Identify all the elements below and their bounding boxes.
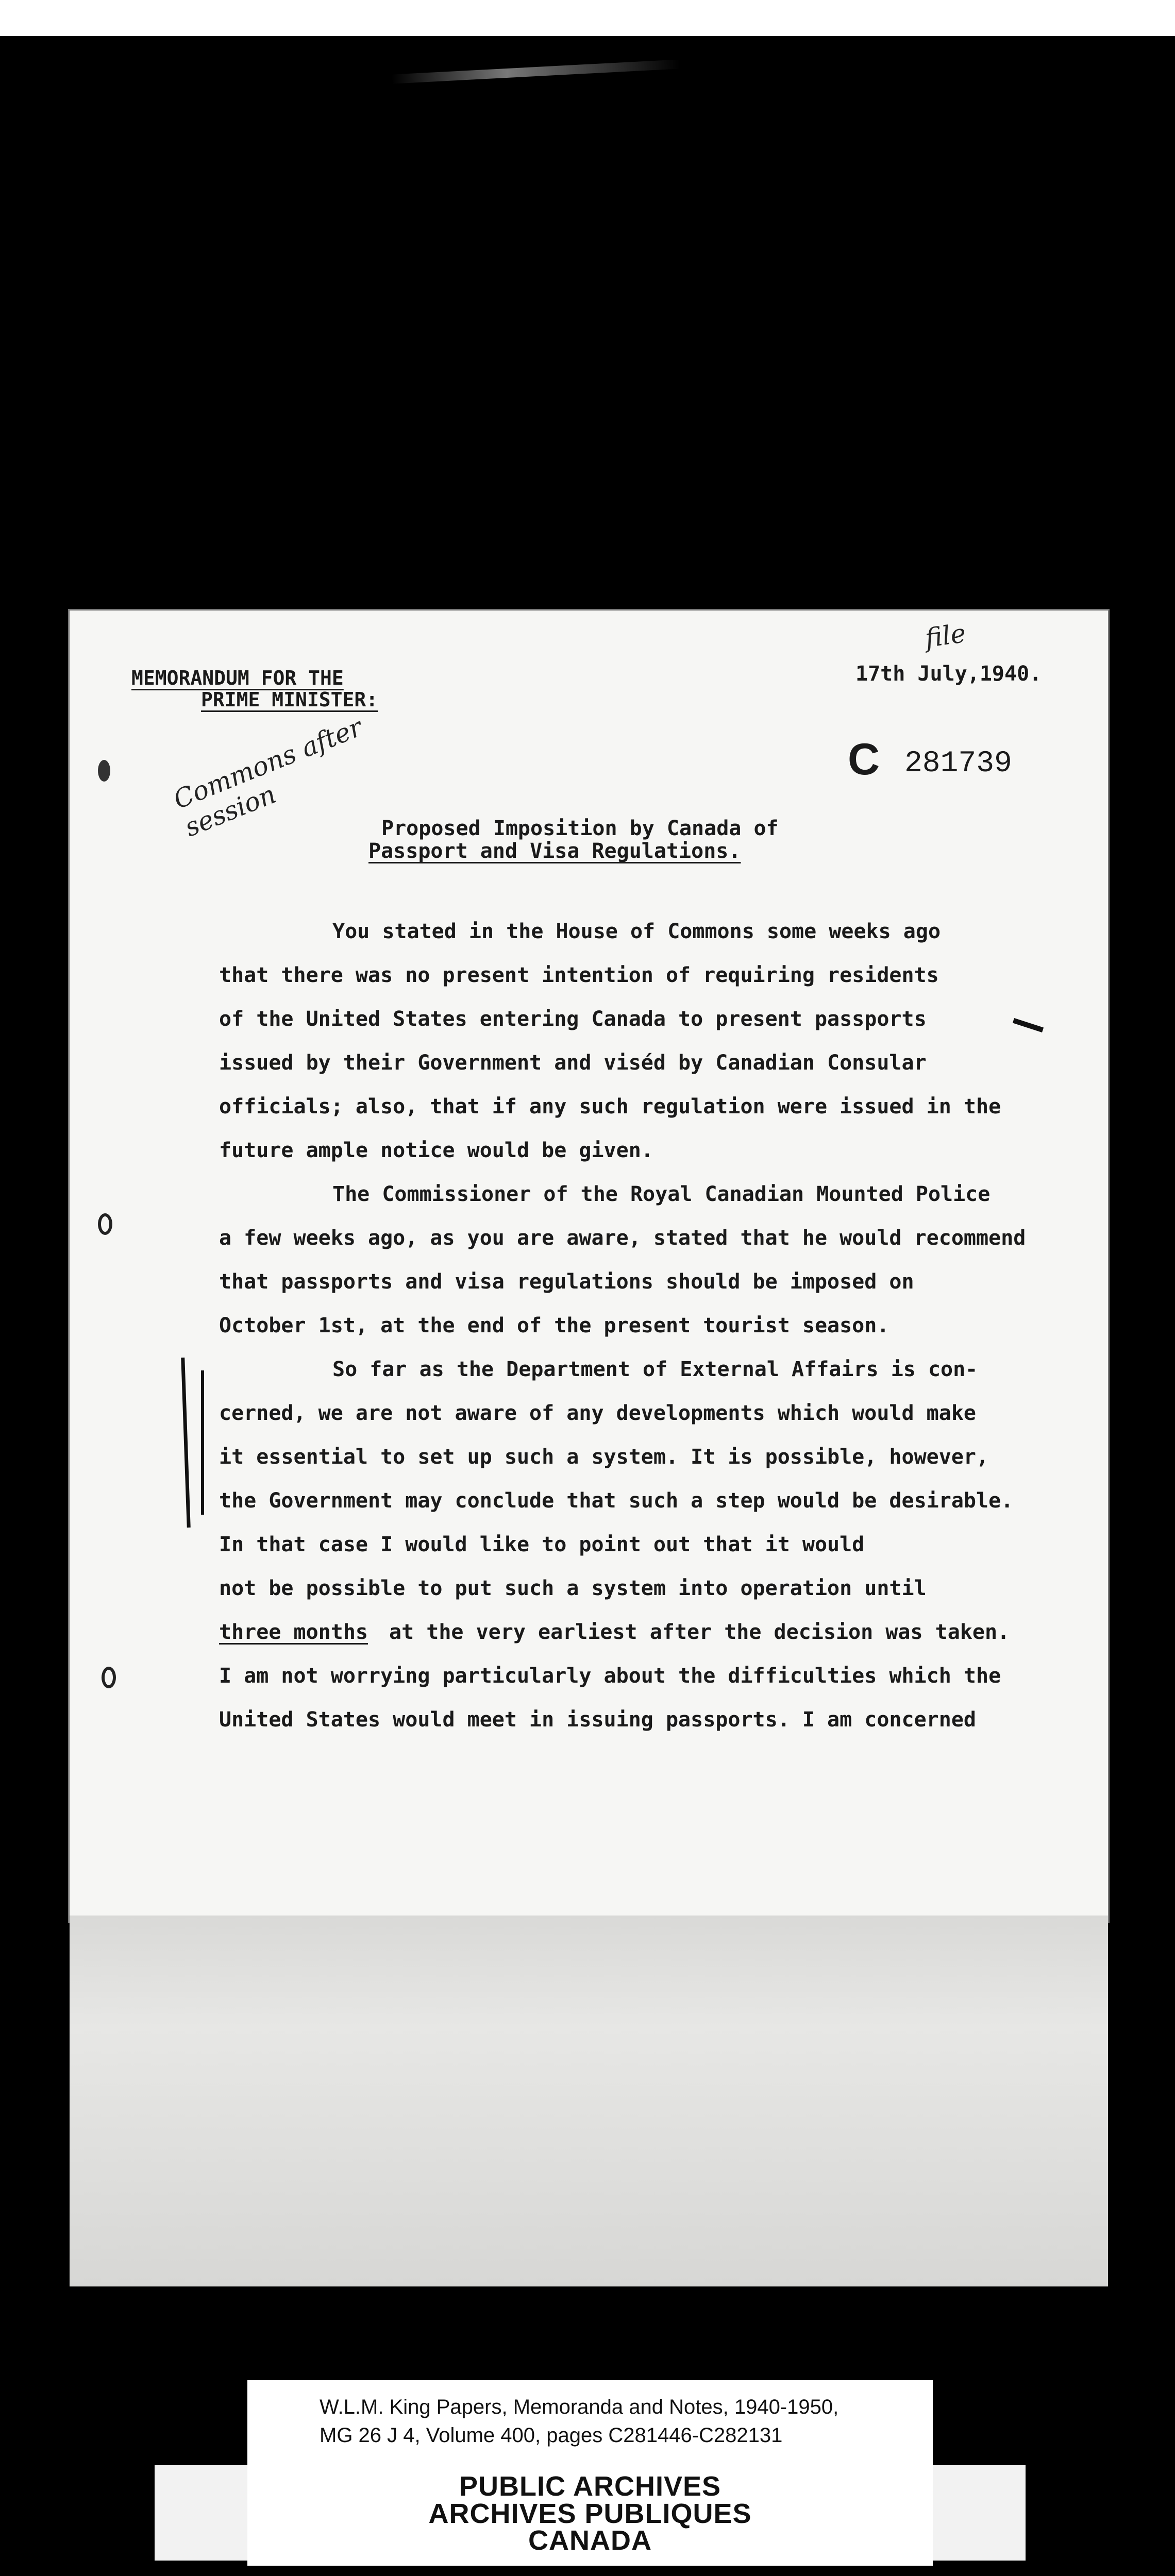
body-line: that there was no present intention of requiring residents bbox=[219, 963, 939, 987]
label-caption-line-2: MG 26 J 4, Volume 400, pages C281446-C282131 bbox=[320, 2424, 783, 2447]
body-line: at the very earliest after the decision was taken. bbox=[389, 1620, 1010, 1644]
body-line: In that case I would like to point out that it would bbox=[219, 1533, 865, 1556]
body-line: October 1st, at the end of the present tourist season. bbox=[219, 1314, 889, 1337]
file-number-prefix: C bbox=[848, 735, 880, 784]
subject-line-2: Passport and Visa Regulations. bbox=[368, 839, 741, 863]
body-line: officials; also, that if any such regulation were issued in the bbox=[219, 1095, 1001, 1118]
addressee-line-2: PRIME MINISTER: bbox=[201, 688, 378, 711]
archive-country: CANADA bbox=[528, 2525, 652, 2556]
archive-name-en: PUBLIC ARCHIVES bbox=[459, 2471, 721, 2502]
scan-top-border bbox=[0, 0, 1175, 36]
handwritten-file-mark: file bbox=[923, 618, 968, 654]
body-line: United States would meet in issuing passports. I am concerned bbox=[219, 1708, 977, 1732]
body-line: it essential to set up such a system. It is possible, however, bbox=[219, 1445, 989, 1469]
memo-page bbox=[70, 611, 1108, 1922]
body-line: The Commissioner of the Royal Canadian Mounted Police bbox=[332, 1182, 991, 1206]
margin-tick bbox=[1013, 1018, 1044, 1032]
body-line: not be possible to put such a system into operation until bbox=[219, 1577, 927, 1600]
handwritten-note: Commons after session bbox=[169, 712, 366, 843]
file-number: 281739 bbox=[904, 747, 1012, 781]
addressee-line-1: MEMORANDUM FOR THE bbox=[131, 667, 344, 689]
underlined-phrase: three months bbox=[219, 1620, 368, 1644]
label-notch-left bbox=[155, 2391, 247, 2465]
punch-hole-middle bbox=[98, 1213, 112, 1235]
label-caption-line-1: W.L.M. King Papers, Memoranda and Notes, 1940-1950, bbox=[320, 2396, 839, 2418]
body-line: the Government may conclude that such a step would be desirable. bbox=[219, 1489, 1014, 1513]
margin-mark-left bbox=[181, 1358, 191, 1528]
subject-line-1: Proposed Imposition by Canada of bbox=[381, 817, 779, 840]
body-line: issued by their Government and viséd by Canadian Consular bbox=[219, 1051, 927, 1075]
body-line: of the United States entering Canada to present passports bbox=[219, 1007, 927, 1031]
label-notch-right bbox=[933, 2391, 1026, 2465]
body-line: cerned, we are not aware of any developments which would make bbox=[219, 1401, 977, 1425]
body-line: I am not worrying particularly about the difficulties which the bbox=[219, 1664, 1001, 1688]
punch-hole-bottom bbox=[102, 1667, 116, 1688]
margin-mark-right bbox=[201, 1370, 204, 1515]
blank-backing-sheet bbox=[70, 1916, 1108, 2286]
body-line: future ample notice would be given. bbox=[219, 1139, 653, 1162]
body-line: that passports and visa regulations should be imposed on bbox=[219, 1270, 914, 1294]
archive-name-fr: ARCHIVES PUBLIQUES bbox=[428, 2498, 752, 2529]
body-line: a few weeks ago, as you are aware, stated that he would recommend bbox=[219, 1226, 1026, 1250]
body-line: So far as the Department of External Affairs is con- bbox=[332, 1358, 978, 1381]
body-line: You stated in the House of Commons some weeks ago bbox=[332, 920, 941, 943]
memo-date: 17th July,1940. bbox=[855, 662, 1042, 686]
punch-hole-top bbox=[98, 760, 110, 782]
film-streak bbox=[392, 59, 680, 83]
